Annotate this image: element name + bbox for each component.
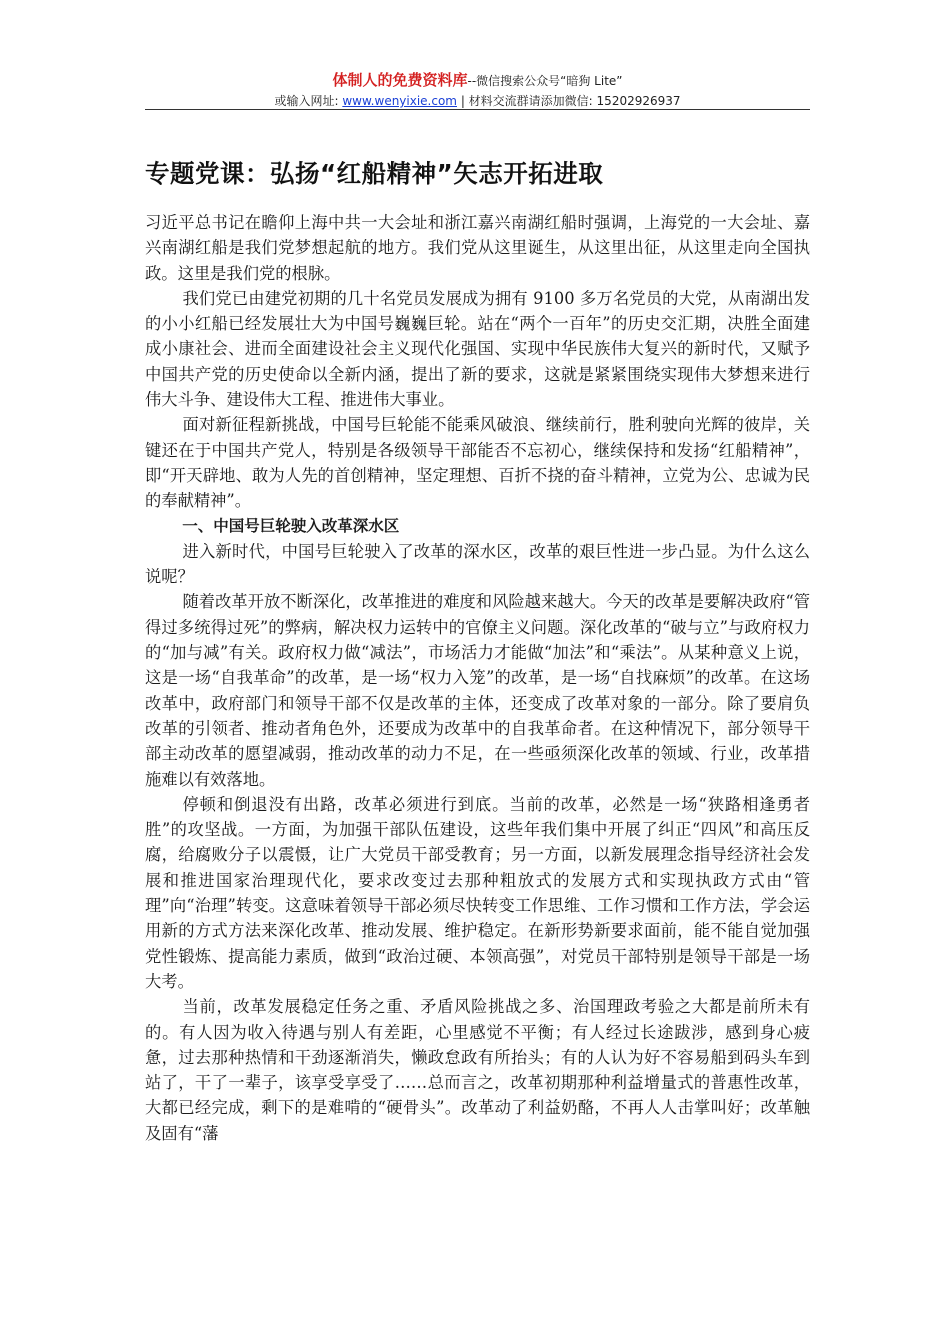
body-paragraph: 进入新时代，中国号巨轮驶入了改革的深水区，改革的艰巨性进一步凸显。为什么这么说呢？ (145, 541, 810, 587)
header-brand: 体制人的免费资料库 (332, 71, 468, 89)
header-website-link[interactable]: www.wenyixie.com (342, 94, 457, 108)
document-body (145, 210, 810, 1146)
page-header (145, 70, 810, 110)
body-paragraph: 习近平总书记在瞻仰上海中共一大会址和浙江嘉兴南湖红船时强调，上海党的一大会址、嘉兴南湖红船是我们党梦想起航的地方。我们党从这里诞生，从这里出征，从这里走向全国执政。这里是我们党的根脉。 (145, 213, 810, 283)
body-paragraph: 我们党已由建党初期的几十名党员发展成为拥有 9100 多万名党员的大党，从南湖出发的小小红船已经发展壮大为中国号巍巍巨轮。站在“两个一百年”的历史交汇期，决胜全面建成小康社会、进而全面建设社会主义现代化强国、实现中华民族伟大复兴的新时代，又赋予中国共产党的历史使命以全新内涵，提出了新的要求，这就是紧紧围绕实现伟大梦想来进行伟大斗争、建设伟大工程、推进伟大事业。 (145, 288, 810, 410)
header-wechat-note: | 材料交流群请添加微信: 15202926937 (460, 94, 681, 108)
header-url-prefix: 或输入网址: (274, 94, 339, 108)
header-promo-line (145, 70, 810, 92)
header-tagline: --微信搜索公众号“暗狗 Lite” (467, 74, 623, 88)
section-heading: 一、中国号巨轮驶入改革深水区 (182, 516, 400, 535)
body-paragraph: 当前，改革发展稳定任务之重、矛盾风险挑战之多、治国理政考验之大都是前所未有的。有人因为收入待遇与别人有差距，心里感觉不平衡；有人经过长途跋涉，感到身心疲惫，过去那种热情和干劲逐渐消失，懒政怠政有所抬头；有的人认为好不容易船到码头车到站了，干了一辈子，该享受享受了……总而言之，改革初期那种利益增量式的普惠性改革，大都已经完成，剩下的是难啃的“硬骨头”。改革动了利益奶酪，不再人人击掌叫好；改革触及固有“藩 (145, 997, 810, 1143)
header-divider (145, 109, 810, 110)
body-paragraph: 随着改革开放不断深化，改革推进的难度和风险越来越大。今天的改革是要解决政府“管得过多统得过死”的弊病，解决权力运转中的官僚主义问题。深化改革的“破与立”与政府权力的“加与减”有关。政府权力做“减法”，市场活力才能做“加法”和“乘法”。从某种意义上说，这是一场“自我革命”的改革，是一场“权力入笼”的改革，是一场“自找麻烦”的改革。在这场改革中，政府部门和领导干部不仅是改革的主体，还变成了改革对象的一部分。除了要肩负改革的引领者、推动者角色外，还要成为改革中的自我革命者。在这种情况下，部分领导干部主动改革的愿望减弱，推动改革的动力不足，在一些亟须深化改革的领域、行业，改革措施难以有效落地。 (145, 592, 810, 789)
body-paragraph: 面对新征程新挑战，中国号巨轮能不能乘风破浪、继续前行，胜利驶向光辉的彼岸，关键还在于中国共产党人，特别是各级领导干部能否不忘初心，继续保持和发扬“红船精神”，即“开天辟地、敢为人先的首创精神，坚定理想、百折不挠的奋斗精神，立党为公、忠诚为民的奉献精神”。 (145, 415, 810, 511)
body-paragraph: 停顿和倒退没有出路，改革必须进行到底。当前的改革，必然是一场“狭路相逢勇者胜”的攻坚战。一方面，为加强干部队伍建设，这些年我们集中开展了纠正“四风”和高压反腐，给腐败分子以震慑，让广大党员干部受教育；另一方面，以新发展理念指导经济社会发展和推进国家治理现代化，要求改变过去那种粗放式的发展方式和实现执政方式由“管理”向“治理”转变。这意味着领导干部必须尽快转变工作思维、工作习惯和工作方法，学会运用新的方式方法来深化改革、推动发展、维护稳定。在新形势新要求面前，能不能自觉加强党性锻炼、提高能力素质，做到“政治过硬、本领高强”，对党员干部特别是领导干部是一场大考。 (145, 794, 810, 991)
header-contact-line (145, 92, 810, 110)
document-title: 专题党课：弘扬“红船精神”矢志开拓进取 (145, 159, 604, 188)
